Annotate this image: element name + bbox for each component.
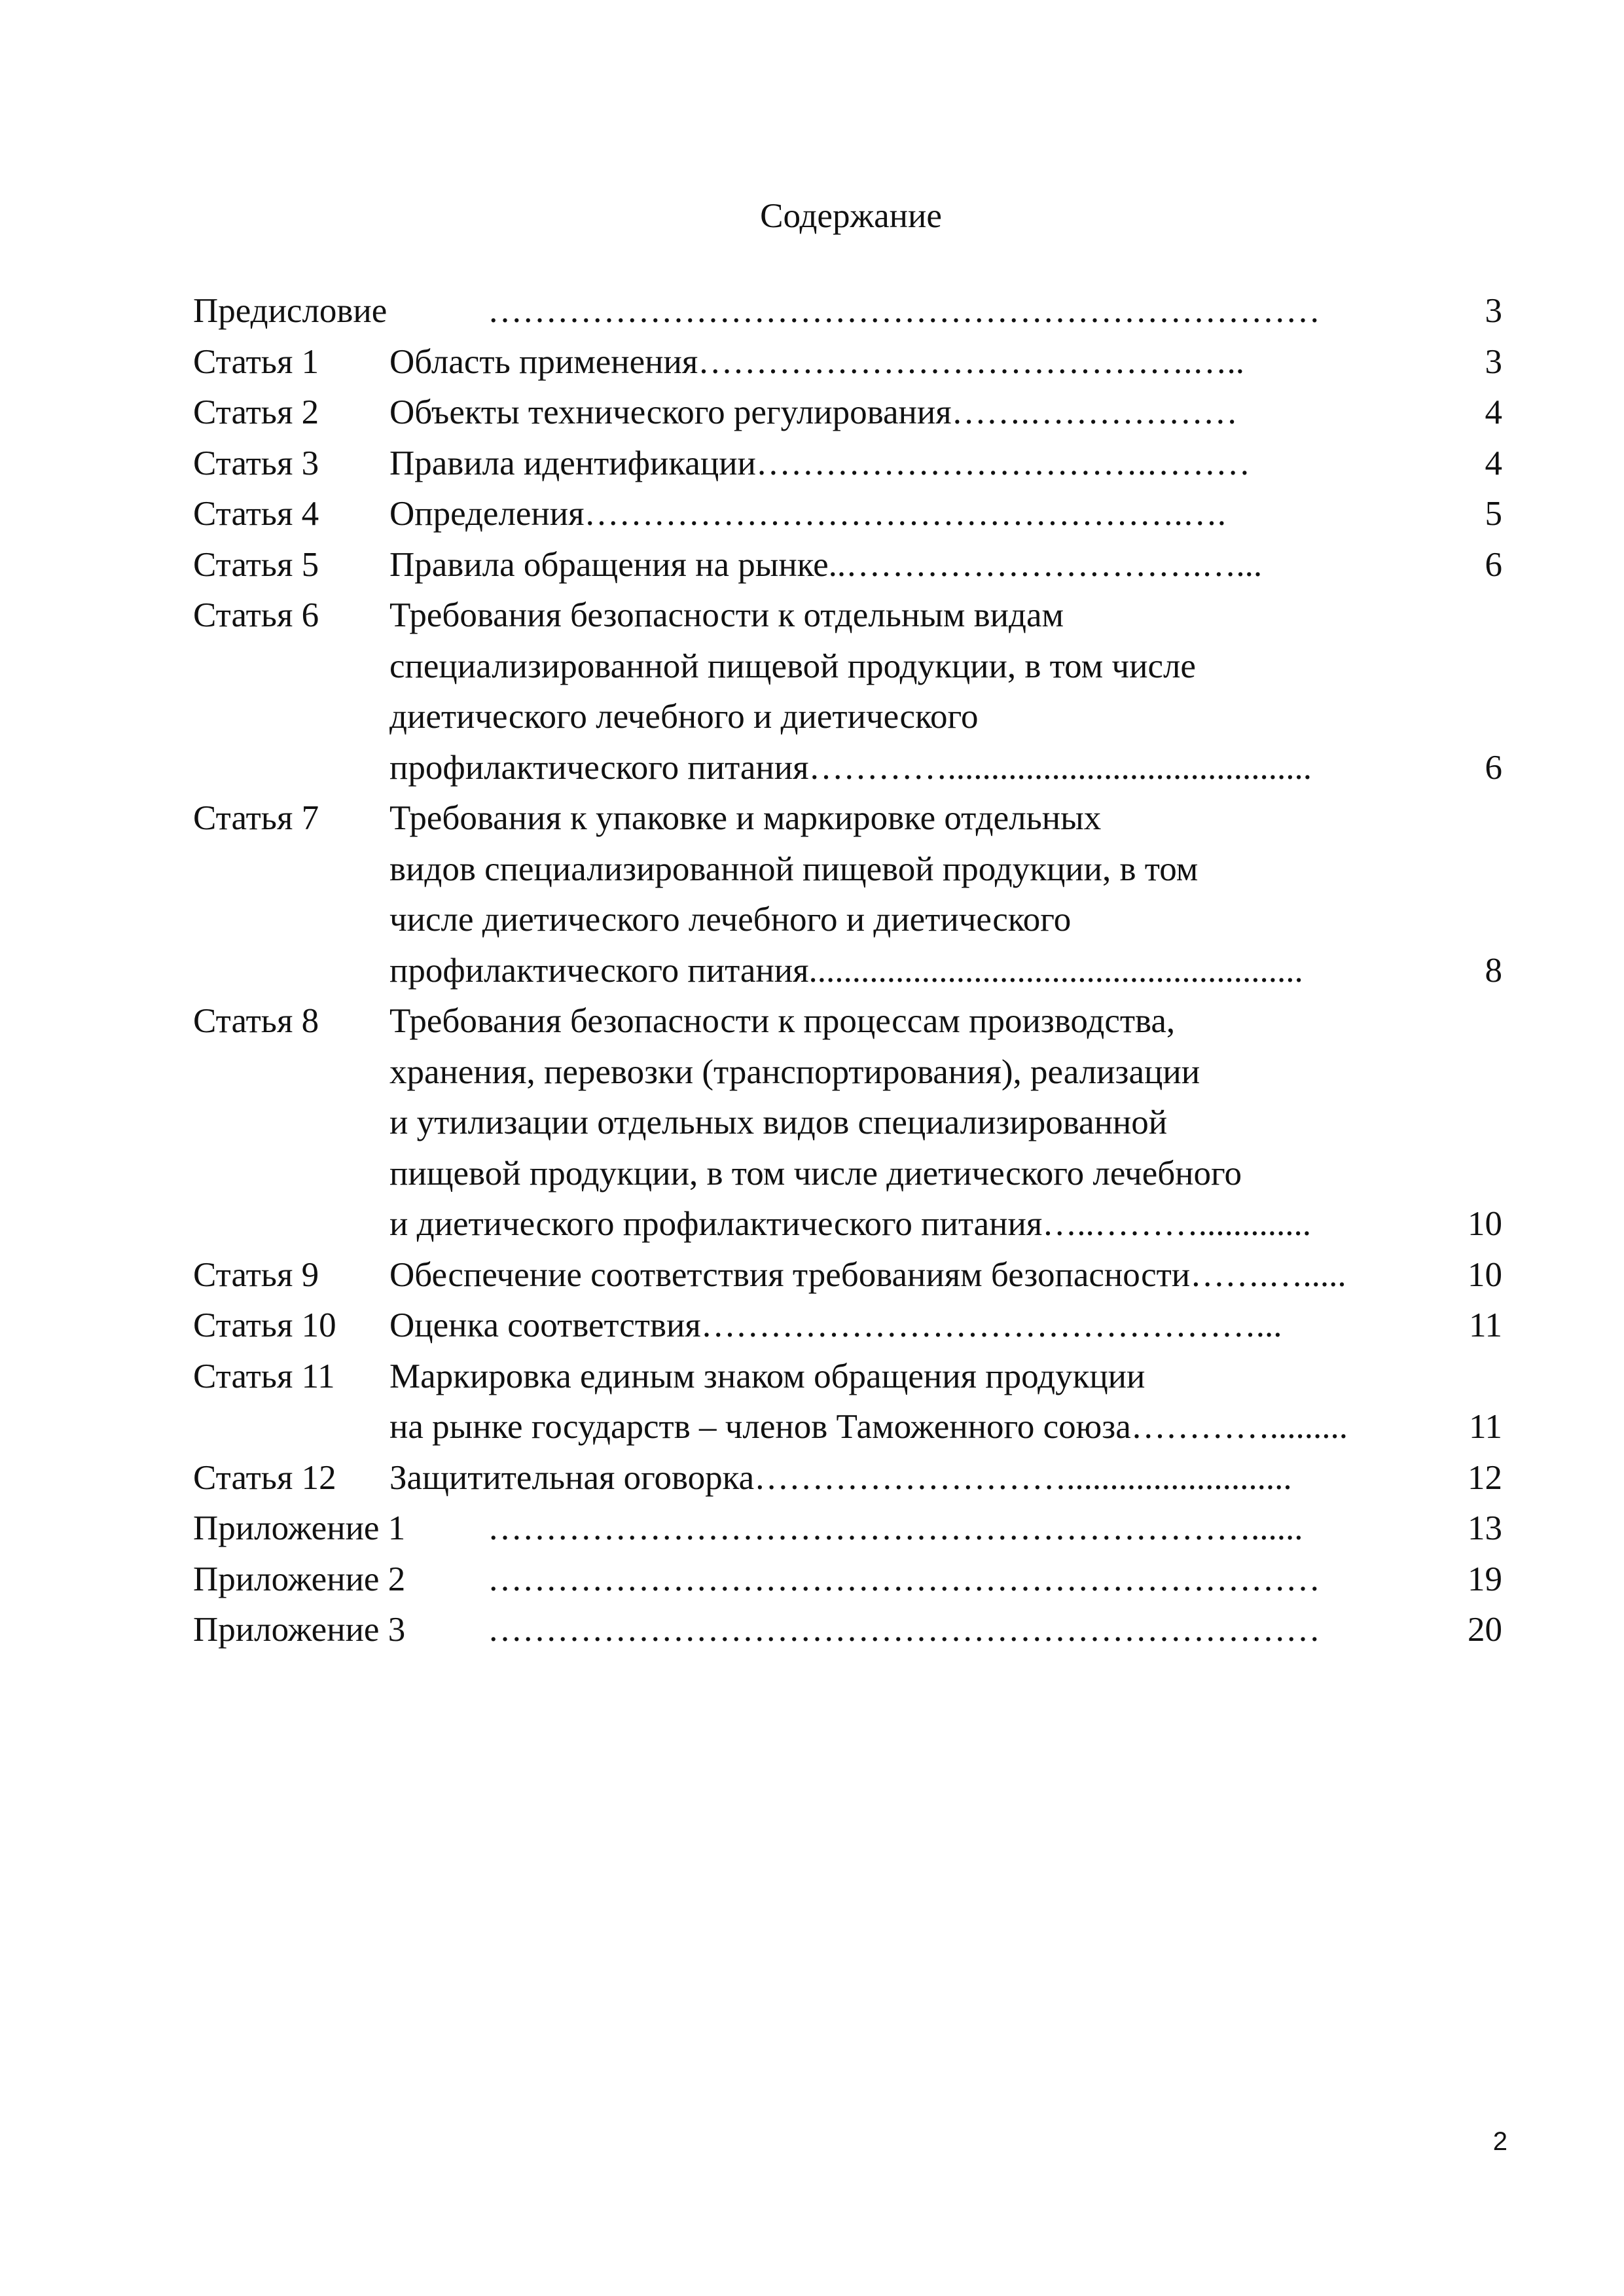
toc-entry-text: ……………………………………………………………… — [488, 1611, 1320, 1649]
toc-line — [193, 895, 1502, 946]
toc-entry-text: Требования к упаковке и маркировке отдельных — [389, 799, 1102, 837]
toc-entry-label: Статья 6 — [193, 596, 319, 634]
toc-entry-label: Предисловие — [193, 292, 388, 330]
toc-entry-page: 10 — [1468, 1255, 1502, 1294]
toc-entry-page: 12 — [1468, 1458, 1502, 1497]
toc-line — [193, 439, 1502, 490]
toc-entry-text: и утилизации отдельных видов специализированной — [389, 1103, 1168, 1141]
toc-entry-page: 3 — [1485, 342, 1502, 381]
toc-entry-page: 13 — [1468, 1509, 1502, 1547]
toc-entry-page: 4 — [1485, 393, 1502, 431]
toc-entry-text: ……………………………………………………………… — [488, 292, 1320, 330]
toc-entry-label: Статья 2 — [193, 393, 319, 431]
toc-entry-page: 6 — [1485, 748, 1502, 787]
toc-line — [193, 844, 1502, 895]
toc-entry-text: Требования безопасности к процессам производства, — [389, 1002, 1176, 1040]
toc-line — [193, 1554, 1502, 1605]
toc-entry-label: Статья 11 — [193, 1357, 335, 1395]
toc-entry-text: Правила обращения на рынке..………………………….…... — [389, 545, 1263, 584]
toc-entry-text: …………………………………………………………...... — [488, 1509, 1303, 1547]
toc-entry-page: 3 — [1485, 292, 1502, 330]
toc-line — [193, 946, 1502, 997]
toc-entry-label: Статья 7 — [193, 799, 319, 837]
toc-entry-text: Область применения…………………………………….….. — [389, 342, 1245, 381]
toc-entry-page: 4 — [1485, 444, 1502, 482]
toc-entry-label: Приложение 1 — [193, 1509, 406, 1547]
page-number: 2 — [1492, 2127, 1507, 2156]
toc-line — [193, 286, 1502, 337]
toc-entry-text: пищевой продукции, в том числе диетического лечебного — [389, 1154, 1242, 1193]
toc-entry-text: Определения…………………………………………….…. — [389, 495, 1227, 533]
toc-entry-text: видов специализированной пищевой продукции, в том — [389, 850, 1199, 888]
toc-line — [193, 387, 1502, 439]
toc-entry-text: ……………………………………………………………… — [488, 1560, 1320, 1598]
toc-entry-page: 11 — [1468, 1306, 1502, 1344]
toc-entry-label: Статья 3 — [193, 444, 319, 482]
toc-entry-text: Оценка соответствия…………………………………………... — [389, 1306, 1282, 1344]
toc-line — [193, 1199, 1502, 1250]
toc-entry-page: 10 — [1468, 1205, 1502, 1243]
toc-entry-text: Объекты технического регулирования…….……………… — [389, 393, 1238, 431]
toc-line — [193, 337, 1502, 388]
toc-entry-label: Статья 5 — [193, 545, 319, 584]
toc-line — [193, 1605, 1502, 1656]
toc-line — [193, 996, 1502, 1047]
toc-entry-label: Статья 9 — [193, 1255, 319, 1294]
toc-line — [193, 540, 1502, 591]
toc-line — [193, 743, 1502, 794]
toc-entry-text: специализированной пищевой продукции, в том числе — [389, 647, 1196, 685]
toc-entry-text: хранения, перевозки (транспортирования), реализации — [389, 1052, 1200, 1091]
toc-line — [193, 1503, 1502, 1554]
toc-entry-label: Статья 8 — [193, 1002, 319, 1040]
toc-entry-page: 19 — [1468, 1560, 1502, 1598]
toc-entry-label: Приложение 3 — [193, 1611, 406, 1649]
toc-entry-text: профилактического питания......................................................... — [389, 951, 1303, 990]
toc-entry-text: и диетического профилактического питания…..………............. — [389, 1205, 1312, 1243]
toc-entry-page: 5 — [1485, 495, 1502, 533]
table-of-contents — [193, 286, 1502, 1656]
toc-entry-page: 20 — [1468, 1611, 1502, 1649]
toc-line — [193, 1402, 1502, 1453]
toc-line — [193, 793, 1502, 844]
toc-line — [193, 641, 1502, 692]
toc-line — [193, 1250, 1502, 1301]
toc-entry-text: на рынке государств – членов Таможенного союза…………......... — [389, 1408, 1348, 1446]
toc-line — [193, 590, 1502, 641]
toc-entry-page: 6 — [1485, 545, 1502, 584]
toc-entry-label: Приложение 2 — [193, 1560, 406, 1598]
toc-line — [193, 1300, 1502, 1352]
toc-line — [193, 489, 1502, 540]
toc-entry-page: 8 — [1485, 951, 1502, 990]
toc-line — [193, 692, 1502, 743]
toc-entry-text: Требования безопасности к отдельным видам — [389, 596, 1064, 634]
toc-line — [193, 1453, 1502, 1504]
toc-entry-label: Статья 12 — [193, 1458, 336, 1497]
toc-entry-label: Статья 10 — [193, 1306, 336, 1344]
toc-entry-text: профилактического питания………….......................................... — [389, 748, 1312, 787]
toc-entry-text: числе диетического лечебного и диетического — [389, 901, 1072, 939]
toc-entry-label: Статья 1 — [193, 342, 319, 381]
toc-entry-text: Обеспечение соответствия требованиям безопасности…….…..... — [389, 1255, 1346, 1294]
toc-entry-label: Статья 4 — [193, 495, 319, 533]
toc-entry-page: 11 — [1468, 1408, 1502, 1446]
toc-line — [193, 1149, 1502, 1200]
toc-entry-text: Правила идентификации…………………………….……… — [389, 444, 1251, 482]
toc-line — [193, 1098, 1502, 1149]
page-title: Содержание — [760, 197, 942, 235]
toc-entry-text: диетического лечебного и диетического — [389, 698, 979, 736]
toc-line — [193, 1352, 1502, 1403]
toc-entry-text: Защитительная оговорка……………………….......................... — [389, 1458, 1292, 1497]
toc-entry-text: Маркировка единым знаком обращения продукции — [389, 1357, 1146, 1395]
toc-line — [193, 1047, 1502, 1098]
